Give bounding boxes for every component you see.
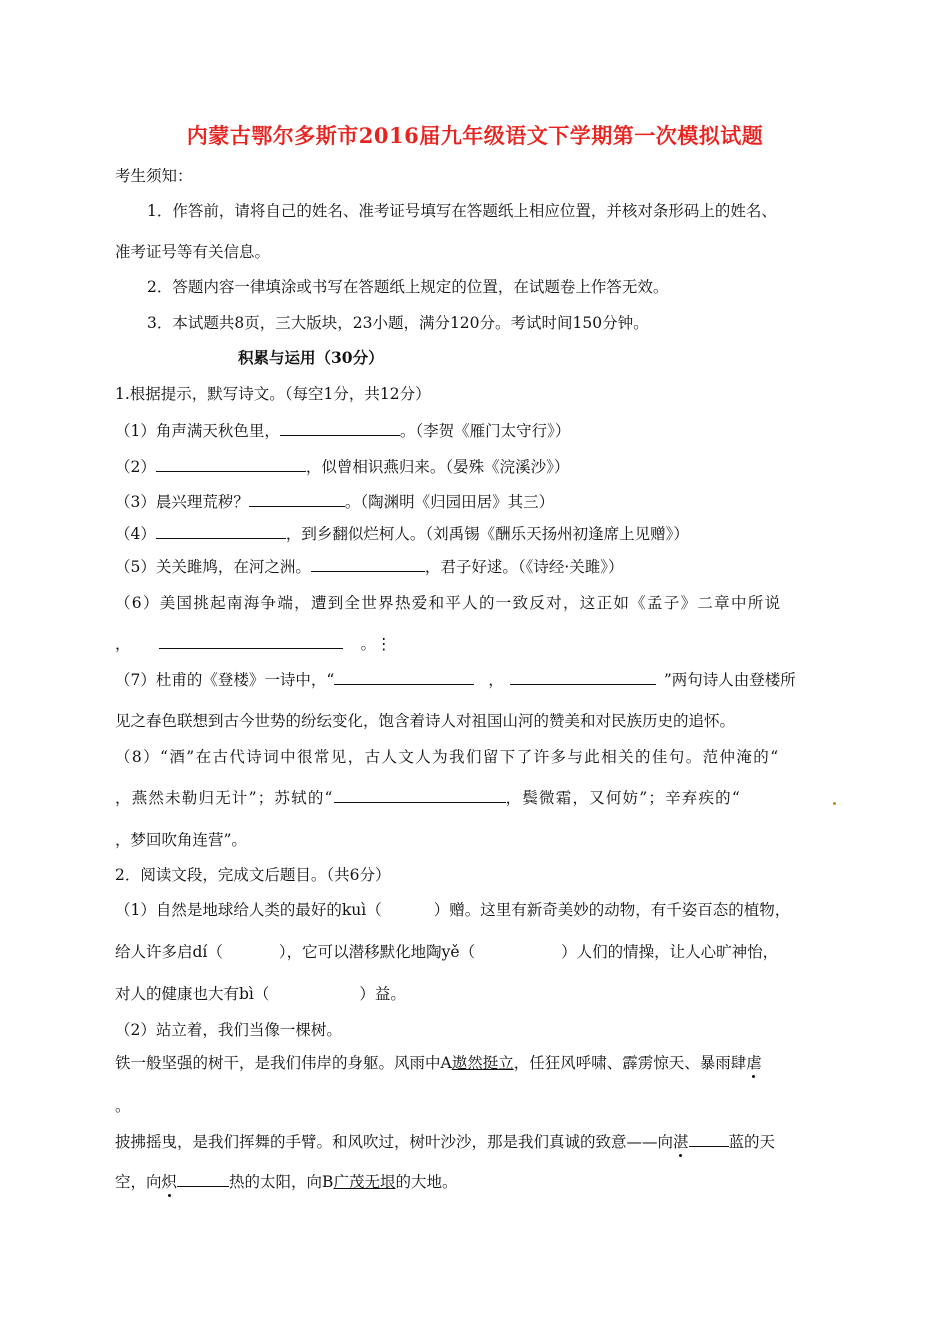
notice-item-1a: 1．作答前，请将自己的姓名、准考证号填写在答题纸上相应位置，并核对条形码上的姓名、 xyxy=(147,202,777,220)
q2-part-3-text-d: 热的太阳，向B xyxy=(229,1173,334,1191)
q1-stem: 1.根据提示，默写诗文。（每空1分，共12分） xyxy=(115,385,431,403)
q2-part-1-text-b: ）赠。这里有新奇美妙的动物，有千姿百态的植物， xyxy=(433,901,791,919)
q1-part-8-answer xyxy=(115,788,741,808)
q1-part-5 xyxy=(115,557,624,577)
q2-part-2-heading: （2）站立着，我们当像一棵树。 xyxy=(115,1021,342,1039)
q1-part-7-cont: 见之春色联想到古今世势的纷纭变化，饱含着诗人对祖国山河的赞美和对民族历史的追怀。 xyxy=(115,712,736,730)
q1-part-6-answer xyxy=(115,634,392,654)
notice-item-3: 3．本试题共8页，三大版块，23小题，满分120分。考试时间150分钟。 xyxy=(147,314,649,332)
q1-part-2-text-b: ，似曾相识燕归来。（晏殊《浣溪沙》） xyxy=(305,458,570,476)
q1-part-4-text-a: （4） xyxy=(115,525,156,543)
q2-part-2-line-1 xyxy=(115,1053,762,1073)
q1-part-5-text-b: ，君子好逑。（《诗经·关雎》） xyxy=(424,558,624,576)
stray-mark xyxy=(833,802,836,805)
q1-part-6: （6）美国挑起南海争端，遭到全世界热爱和平人的一致反对，这正如《孟子》二章中所说 xyxy=(115,594,782,612)
q1-part-3-text-a: （3）晨兴理荒秽？ xyxy=(115,493,249,511)
answer-blank[interactable] xyxy=(510,670,656,685)
answer-blank[interactable] xyxy=(156,457,306,472)
notice-heading: 考生须知： xyxy=(115,167,193,185)
answer-blank[interactable] xyxy=(334,670,474,685)
q2-part-3-text-a: 披拂摇曳，是我们挥舞的手臂。和风吹过，树叶沙沙，那是我们真诚的致意——向 xyxy=(115,1133,674,1151)
q2-part-3-text-b: 蓝的天 xyxy=(728,1133,776,1151)
q1-part-7-text-b: ， xyxy=(488,671,504,689)
q2-part-1-text-c: 给人许多启dí（ xyxy=(115,943,223,961)
q2-part-1-line-3 xyxy=(115,984,406,1004)
page-title: 内蒙古鄂尔多斯市2016届九年级语文下学期第一次模拟试题 xyxy=(186,123,764,148)
answer-blank[interactable] xyxy=(249,492,345,507)
q1-part-3 xyxy=(115,492,554,512)
q1-part-8-cont: ，梦回吹角连营”。 xyxy=(115,831,247,849)
q2-part-1-text-g: ）益。 xyxy=(359,985,406,1003)
q1-part-5-text-a: （5）关关雎鸠，在河之洲。 xyxy=(115,558,311,576)
q2-part-2-line-2: 。 xyxy=(115,1097,131,1115)
q1-part-7-text-c: ”两句诗人由登楼所 xyxy=(663,671,796,689)
q2-part-3-text-c: 空，向 xyxy=(115,1173,162,1191)
dotted-char: 炽 xyxy=(161,1173,178,1191)
q2-part-3-text-e: 的大地。 xyxy=(395,1173,458,1191)
answer-blank[interactable] xyxy=(156,524,286,539)
answer-blank[interactable] xyxy=(334,788,506,803)
q1-part-3-text-b: 。（陶渊明《归园田居》其三） xyxy=(344,493,555,511)
underlined-phrase-a: 遨然挺立 xyxy=(451,1054,514,1072)
q2-part-2-text-a: 铁一般坚强的树干，是我们伟岸的身躯。风雨中A xyxy=(115,1054,452,1072)
q1-part-8: （8）“酒”在古代诗词中很常见，古人文人为我们留下了许多与此相关的佳句。范仲淹的“ xyxy=(115,748,780,766)
answer-blank[interactable] xyxy=(689,1132,729,1147)
notice-item-1b: 准考证号等有关信息。 xyxy=(115,243,271,261)
q1-part-6-text-a: ， xyxy=(115,635,131,653)
q2-part-1-text-f: 对人的健康也大有bì（ xyxy=(115,985,270,1003)
q1-part-8-text-b: ，鬓微霜，又何妨”；辛弃疾的“ xyxy=(505,789,742,807)
q1-part-7-text-a: （7）杜甫的《登楼》一诗中，“ xyxy=(115,671,335,689)
dotted-char: 湛 xyxy=(673,1133,689,1151)
q1-part-1-text-b: 。（李贺《雁门太守行》） xyxy=(399,422,571,440)
section-heading: 积累与运用（30分） xyxy=(238,348,384,367)
q1-part-4 xyxy=(115,524,689,544)
q2-part-2-text-b: ，任狂风呼啸、霹雳惊天、暴雨肆 xyxy=(513,1054,747,1072)
q2-part-1-text-e: ）人们的情操，让人心旷神怡， xyxy=(561,943,779,961)
q1-part-1 xyxy=(115,421,570,441)
answer-blank[interactable] xyxy=(177,1172,229,1187)
q1-part-4-text-b: ，到乡翻似烂柯人。（刘禹锡《酬乐天扬州初逢席上见赠》） xyxy=(285,525,689,543)
q2-part-1-text-d: ），它可以潜移默化地陶yě（ xyxy=(278,943,476,961)
q2-part-3-line-1 xyxy=(115,1132,775,1152)
q2-part-1-text-a: （1）自然是地球给人类的最好的kuì（ xyxy=(115,901,382,919)
q1-part-6-text-b: 。⋮ xyxy=(360,635,392,653)
q1-part-8-text-a: ，燕然未勒归无计”；苏轼的“ xyxy=(115,789,334,807)
dotted-char: 虐 xyxy=(746,1054,762,1072)
answer-blank[interactable] xyxy=(311,557,425,572)
notice-item-2: 2．答题内容一律填涂或书写在答题纸上规定的位置，在试题卷上作答无效。 xyxy=(147,278,669,296)
answer-blank[interactable] xyxy=(280,421,400,436)
q2-part-3-line-2 xyxy=(115,1172,457,1192)
q1-part-2 xyxy=(115,457,569,477)
underlined-phrase-b: 广茂无垠 xyxy=(333,1173,396,1191)
q1-part-7 xyxy=(115,670,796,690)
answer-blank[interactable] xyxy=(159,634,343,649)
q1-part-2-text-a: （2） xyxy=(115,458,156,476)
q1-part-1-text-a: （1）角声满天秋色里， xyxy=(115,422,280,440)
q2-stem: 2．阅读文段，完成文后题目。（共6分） xyxy=(115,866,391,884)
q2-part-1-line-2 xyxy=(115,942,778,962)
q2-part-1-line-1 xyxy=(115,900,790,920)
